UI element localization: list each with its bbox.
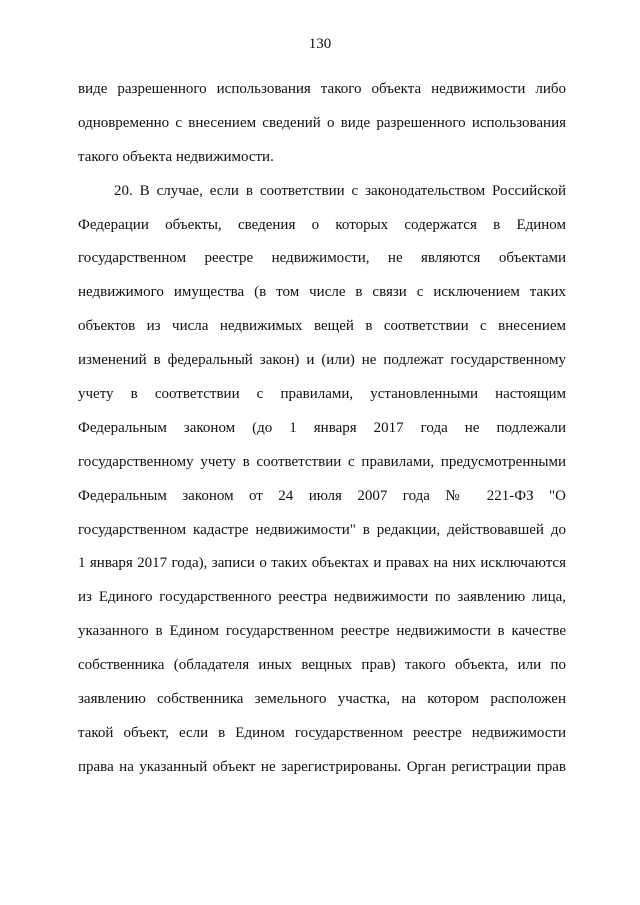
text-line: указанного в Едином государственном реестре недвижимости в качестве [78,623,566,640]
text-line: виде разрешенного использования такого объекта недвижимости либо [78,81,566,97]
text-line: из Единого государственного реестра недвижимости по заявлению лица, [78,589,566,606]
text-line: заявлению собственника земельного участка, на котором расположен [78,691,566,708]
text-line: такого объекта недвижимости. [78,148,274,165]
text-line: одновременно с внесением сведений о виде разрешенного использования [78,114,566,131]
text-line: такой объект, если в Едином государственном реестре недвижимости [78,724,566,741]
document-body [78,73,566,785]
text-line: государственному учету в соответствии с правилами, предусмотренными [78,453,566,470]
text-line: объектов из числа недвижимых вещей в соответствии с внесением [78,318,566,335]
text-line: Федеральным законом от 24 июля 2007 года № 221-ФЗ "О [78,487,566,504]
page-number: 130 [308,36,332,52]
text-line: собственника (обладателя иных вещных прав) такого объекта, или по [78,657,566,674]
text-line: права на указанный объект не зарегистрированы. Орган регистрации прав [78,758,566,775]
text-line: 1 января 2017 года), записи о таких объектах и правах на них исключаются [78,555,566,572]
text-line: Федерации объекты, сведения о которых содержатся в Едином [78,216,566,233]
text-line: изменений в федеральный закон) и (или) не подлежат государственному [78,352,566,369]
text-line: Федеральным законом (до 1 января 2017 года не подлежали [78,419,566,436]
text-line: государственном кадастре недвижимости" в редакции, действовавшей до [78,521,566,538]
text-line: 20. В случае, если в соответствии с законодательством Российской [114,182,566,199]
text-line: государственном реестре недвижимости, не являются объектами [78,250,566,267]
text-line: учету в соответствии с правилами, установленными настоящим [78,386,566,403]
text-line: недвижимого имущества (в том числе в связи с исключением таких [78,284,566,301]
